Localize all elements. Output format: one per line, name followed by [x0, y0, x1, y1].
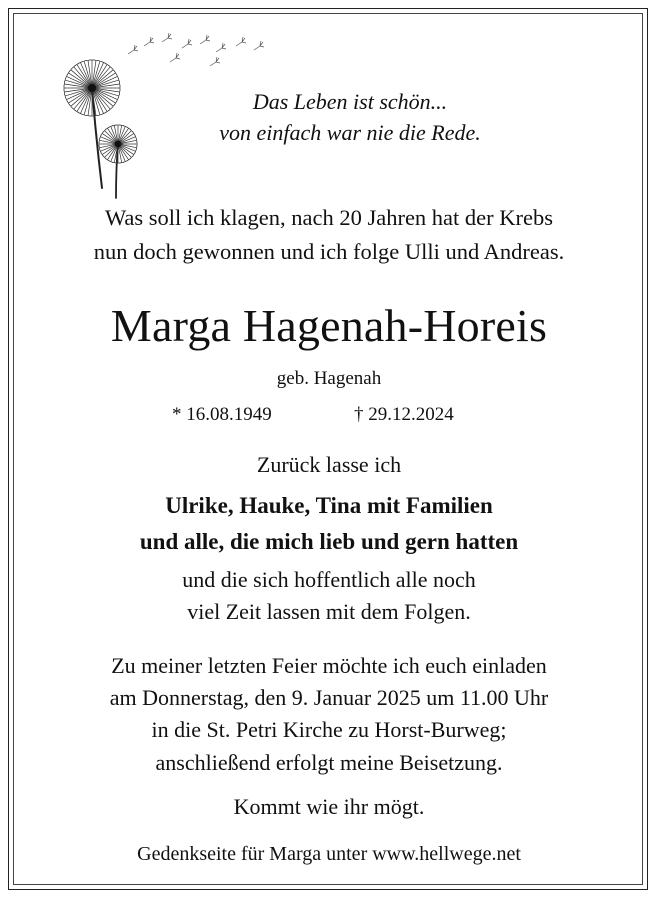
funeral-line-2: am Donnerstag, den 9. Januar 2025 um 11.00 Uhr	[109, 685, 549, 710]
survivors-intro: Zurück lasse ich	[256, 452, 402, 477]
death-date: † 29.12.2024	[354, 404, 454, 425]
intro-line-1: Was soll ich klagen, nach 20 Jahren hat der Krebs	[104, 205, 554, 230]
funeral-line-1: Zu meiner letzten Feier möchte ich euch einladen	[111, 653, 547, 678]
survivors-line-3: und die sich hoffentlich alle noch	[182, 567, 476, 592]
funeral-line-4: anschließend erfolgt meine Beisetzung.	[155, 750, 503, 775]
deceased-name: Marga Hagenah-Horeis	[110, 300, 548, 351]
quote-line-2: von einfach war nie die Rede.	[219, 120, 481, 145]
memorial-link-text: Gedenkseite für Marga unter www.hellwege.net	[137, 843, 521, 865]
dandelion-icon	[46, 28, 286, 208]
survivors-others: und alle, die mich lieb und gern hatten	[139, 529, 519, 554]
quote-line-1: Das Leben ist schön...	[252, 89, 448, 114]
funeral-line-3: in die St. Petri Kirche zu Horst-Burweg;	[151, 717, 507, 742]
birth-date: * 16.08.1949	[172, 404, 272, 425]
maiden-name: geb. Hagenah	[276, 368, 382, 389]
intro-line-2: nun doch gewonnen und ich folge Ulli und Andreas.	[93, 239, 565, 264]
survivors-names: Ulrike, Hauke, Tina mit Familien	[165, 493, 493, 518]
survivors-line-4: viel Zeit lassen mit dem Folgen.	[187, 599, 471, 624]
closing-text: Kommt wie ihr mögt.	[233, 794, 425, 819]
